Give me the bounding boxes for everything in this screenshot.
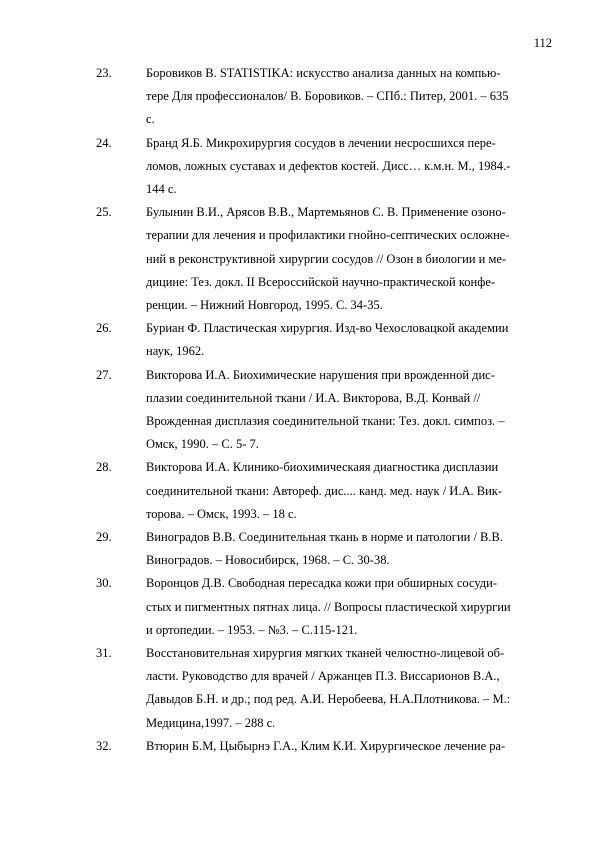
reference-item [96, 62, 551, 132]
reference-item [96, 735, 551, 758]
page-number: 112 [533, 36, 552, 50]
reference-item [96, 317, 551, 363]
reference-text: Восстановительная хирургия мягких тканей челюстно-лицевой об- ласти. Руководство для врачей / Аржанцев П.З. Виссарионов В.А., Давыдов Б.Н. и др.; под ред. А.И. Неробеева, Н.А.Плотникова. – М.: Медицина,1997. – 288 с. [146, 646, 511, 730]
reference-item [96, 572, 551, 642]
reference-text: Буриан Ф. Пластическая хирургия. Изд-во Чехословацкой академии наук, 1962. [146, 321, 509, 359]
reference-item [96, 642, 551, 735]
reference-text: Боровиков В. STATISTIKA: искусство анализа данных на компью- тере Для профессионалов/ В. Боровиков. – СПб.: Питер, 2001. – 635 с. [146, 66, 509, 127]
reference-number: 31. [96, 646, 112, 661]
reference-text: Булынин В.И., Арясов В.В., Мартемьянов С. В. Применение озоно- терапии для лечения и профилактики гнойно-септических осложне- ний в реконструктивной хирургии сосудов // Озон в биологии и ме- дицине: Тез. докл. II Всероссийской научно-практической конфе- ренции. – Нижний Новгород, 1995. С. 34-35. [146, 205, 510, 313]
reference-item [96, 456, 551, 526]
reference-text: Воронцов Д.В. Свободная пересадка кожи при обширных сосуди- стых и пигментных пятнах лица. // Вопросы пластической хирургии и ортопедии. – 1953. – №3. – С.115-121. [146, 576, 511, 637]
reference-number: 32. [96, 738, 112, 753]
reference-text: Викторова И.А. Биохимические нарушения при врожденной дис- плазии соединительной ткани / И.А. Викторова, В.Д. Конвай // Врожденная дисплазия соединительной ткани: Тез. докл. симпоз. – Омск, 1990. – С. 5- 7. [146, 367, 505, 452]
reference-number: 27. [96, 367, 112, 382]
reference-list [96, 62, 551, 758]
reference-item [96, 364, 551, 457]
reference-number: 24. [96, 135, 112, 150]
reference-number: 25. [96, 205, 112, 220]
reference-item [96, 201, 551, 317]
reference-text: Виноградов В.В. Соединительная ткань в норме и патологии / В.В. Виноградов. – Новосибирск, 1968. – С. 30-38. [146, 530, 503, 568]
reference-text: Викторова И.А. Клинико-биохимическаяя диагностика дисплазии соединительной ткани: Автореф. дис.... канд. мед. наук / И.А. Вик- торова. – Омск, 1993. – 18 с. [146, 460, 502, 521]
reference-number: 29. [96, 530, 112, 545]
reference-text: Бранд Я.Б. Микрохирургия сосудов в лечении несросшихся пере- ломов, ложных суставах и дефектов костей. Дисс… к.м.н. М., 1984.- 144 с. [146, 135, 511, 197]
reference-item [96, 132, 551, 202]
reference-number: 23. [96, 66, 112, 80]
reference-number: 28. [96, 460, 112, 475]
reference-item [96, 526, 551, 572]
reference-number: 30. [96, 576, 112, 591]
reference-text: Втюрин Б.М, Цыбырнэ Г.А., Клим К.И. Хирургическое лечение ра- [146, 738, 506, 753]
reference-number: 26. [96, 321, 112, 336]
